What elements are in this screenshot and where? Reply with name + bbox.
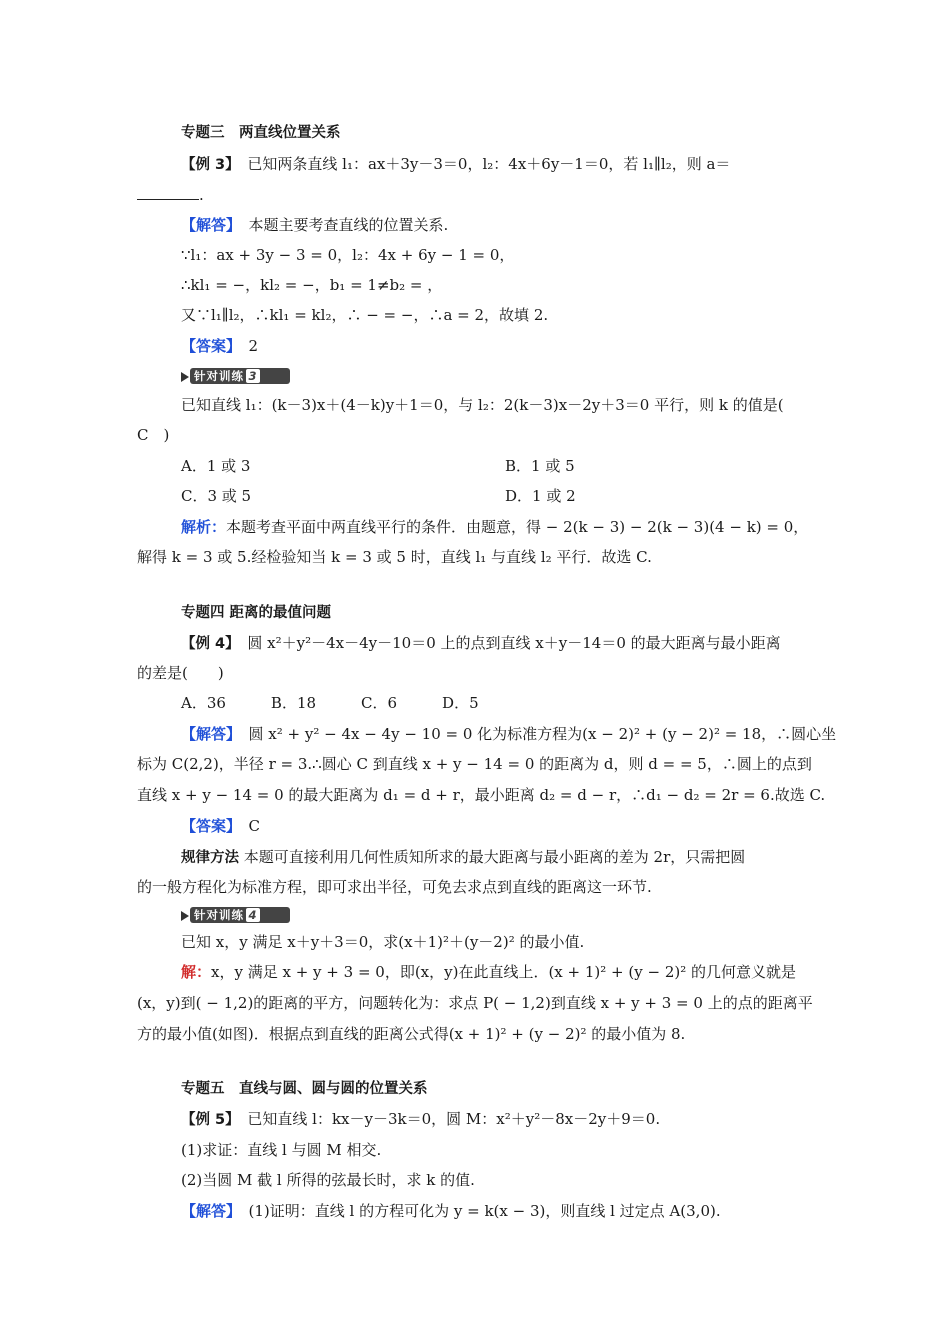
option-a: A．1 或 3 (181, 457, 251, 475)
analysis3-line1 (181, 517, 817, 537)
topic3-title: 专题三 两直线位置关系 (181, 125, 341, 141)
solution5-label: 【解答】 (181, 1202, 234, 1220)
solution4-label: 【解答】 (181, 725, 234, 743)
example4-line (181, 633, 817, 654)
answer4-line (181, 816, 817, 836)
example4-label: 【例 4】 (181, 636, 233, 652)
example4-text: 圆 x²＋y²－4x－4y－10＝0 上的点到直线 x＋y－14＝0 的最大距离与最小距离 (232, 634, 781, 652)
method-line2: 的一般方程化为标准方程，即可求出半径，可免去求点到直线的距离这一环节. (137, 878, 652, 896)
solution4-line2: 标为 C(2,2)，半径 r = 3.∴圆心 C 到直线 x + y − 14 = 0 的距离为 d，则 d = = 5，∴圆上的点到 (137, 755, 812, 773)
solution3-label: 【解答】 (181, 216, 234, 234)
solution4-line3: 直线 x + y − 14 = 0 的最大距离为 d₁ = d + r，最小距离 d₂ = d − r，∴d₁ − d₂ = 2r = 6.故选 C. (137, 786, 826, 804)
solution3-text1: 本题主要考查直线的位置关系. (233, 216, 449, 234)
topic4-title: 专题四 距离的最值问题 (181, 605, 332, 621)
answer-blank (137, 185, 199, 200)
training-badge-label: 针对训练 (194, 908, 244, 922)
example5-q1: (1)求证：直线 l 与圆 M 相交. (181, 1141, 382, 1159)
method-label: 规律方法 (181, 850, 239, 866)
solution5-line1 (181, 1201, 817, 1221)
answer4-label: 【答案】 (181, 817, 234, 835)
solution4b-line2: (x，y)到( − 1,2)的距离的平方，问题转化为：求点 P( − 1,2)到直线 x + y + 3 = 0 上的点的距离平 (137, 994, 813, 1012)
solution4b-line3: 方的最小值(如图)．根据点到直线的距离公式得(x + 1)² + (y − 2)² 的最小值为 8. (137, 1025, 686, 1043)
option-b: B．1 或 5 (505, 457, 575, 475)
options-row1 (181, 456, 817, 476)
answer3-label: 【答案】 (181, 337, 234, 355)
method-line1 (181, 847, 817, 868)
training-badge-box (190, 907, 290, 923)
option-d: D．1 或 2 (505, 487, 576, 505)
example5-text: 已知直线 l：kx－y－3k＝0，圆 M：x²＋y²－8x－2y＋9＝0. (232, 1110, 661, 1128)
training-badge-number: 4 (246, 908, 260, 922)
arrow-right-icon (181, 372, 189, 382)
solution3-line1 (181, 215, 817, 235)
solution4-line1 (181, 724, 837, 744)
training-badge-number: 3 (246, 369, 260, 383)
solution3-line2: ∵l₁：ax + 3y − 3 = 0，l₂：4x + 6y − 1 = 0， (181, 246, 515, 264)
example4-line2: 的差是( ) (137, 664, 224, 682)
training-badge-label: 针对训练 (194, 369, 244, 383)
example3-line (181, 154, 817, 175)
solution4b-line1 (181, 962, 817, 982)
answer4-value: C (233, 817, 260, 835)
example3-text: 已知两条直线 l₁：ax＋3y－3＝0，l₂：4x＋6y－1＝0，若 l₁∥l₂，则 a＝ (232, 155, 731, 173)
solution4-text1: 圆 x² + y² − 4x − 4y − 10 = 0 化为标准方程为(x − 2)² + (y − 2)² = 18，∴圆心坐 (233, 725, 837, 743)
answer3-value: 2 (233, 337, 259, 355)
arrow-right-icon (181, 911, 189, 921)
training-badge-box (190, 368, 290, 384)
options-row2 (181, 486, 817, 506)
analysis3-line2: 解得 k = 3 或 5.经检验知当 k = 3 或 5 时，直线 l₁ 与直线 l₂ 平行．故选 C. (137, 548, 652, 566)
solution4b-text1: x，y 满足 x + y + 3 = 0，即(x，y)在此直线上．(x + 1)² + (y − 2)² 的几何意义就是 (211, 963, 796, 981)
topic5-title: 专题五 直线与圆、圆与圆的位置关系 (181, 1081, 428, 1097)
analysis3-label: 解析： (181, 518, 227, 536)
analysis3-text1: 本题考查平面中两直线平行的条件．由题意，得 − 2(k − 3) − 2(k − 3)(4 − k) = 0， (226, 518, 809, 536)
option-c: C．3 或 5 (181, 487, 252, 505)
example5-q2: (2)当圆 M 截 l 所得的弦最长时，求 k 的值. (181, 1171, 475, 1189)
training3-question: 已知直线 l₁：(k－3)x＋(4－k)y＋1＝0，与 l₂：2(k－3)x－2y＋3＝0 平行，则 k 的值是( (181, 396, 784, 414)
solution4b-label: 解： (181, 963, 212, 981)
solution3-line4: 又∵l₁∥l₂，∴kl₁ = kl₂，∴ − = −，∴a = 2，故填 2. (181, 306, 549, 324)
example3-line2 (137, 185, 817, 205)
example5-line (181, 1109, 817, 1130)
example3-label: 【例 3】 (181, 157, 233, 173)
solution3-line3: ∴kl₁ = −，kl₂ = −，b₁ = 1≠b₂ = ， (181, 276, 443, 294)
example3-period: . (199, 186, 204, 204)
example5-label: 【例 5】 (181, 1112, 233, 1128)
example4-options: A．36 B．18 C．6 D．5 (181, 694, 479, 712)
method-text1: 本题可直接利用几何性质知所求的最大距离与最小距离的差为 2r，只需把圆 (239, 848, 746, 866)
solution5-text1: (1)证明：直线 l 的方程可化为 y = k(x − 3)，则直线 l 过定点 A(3,0). (233, 1202, 721, 1220)
training3-answer: C ) (137, 426, 170, 444)
answer3-line (181, 336, 817, 356)
training4-question: 已知 x，y 满足 x＋y＋3＝0，求(x＋1)²＋(y－2)² 的最小值. (181, 933, 585, 951)
